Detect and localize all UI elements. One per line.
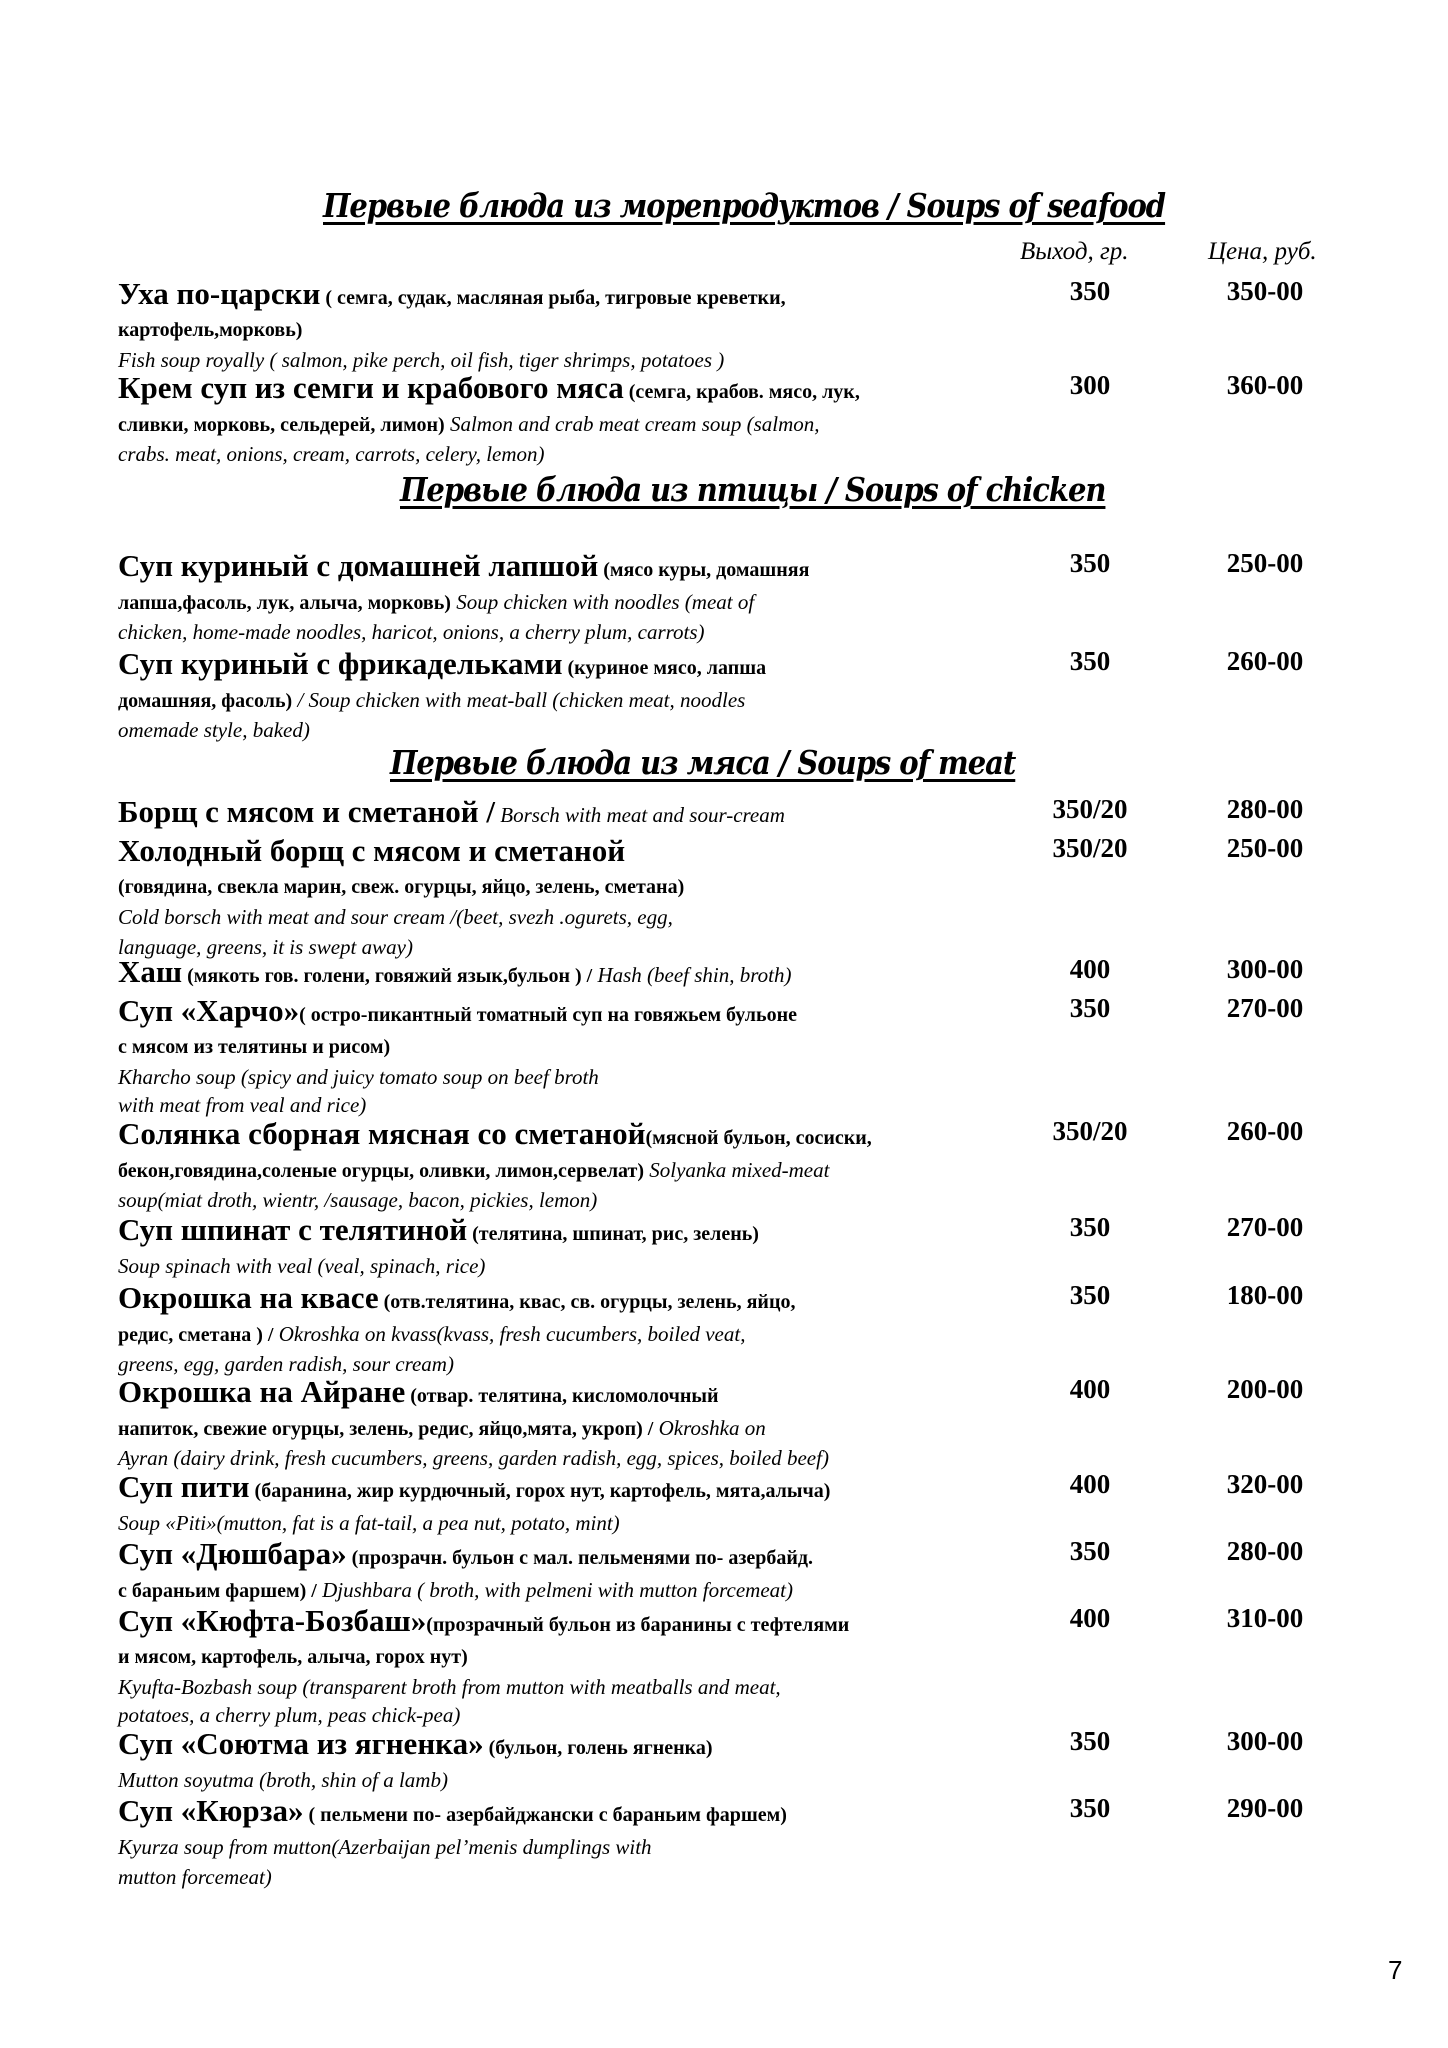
description-en: Okroshka on kvass(kvass, fresh cucumbers, boiled veat,: [273, 1322, 746, 1346]
menu-item-line: [118, 410, 820, 438]
price: 250-00: [1226, 548, 1304, 578]
portion-weight: 350: [1069, 1280, 1111, 1310]
column-header-price: Цена, руб.: [1208, 238, 1317, 265]
menu-item-line: [118, 1673, 781, 1701]
ingredients-ru: (прозрачный бульон из баранины с тефтелями: [426, 1614, 850, 1636]
description-en: Cold borsch with meat and sour cream /(beet, svezh .ogurets, egg,: [118, 905, 673, 929]
dish-name: Крем суп из семги и крабового мяса: [118, 370, 624, 405]
price: 350-00: [1226, 276, 1304, 306]
menu-item-line: [118, 1156, 829, 1184]
description-en: Soup chicken with noodles (meat of: [450, 590, 755, 614]
section-heading-seafood: Первые блюда из морепродуктов / Soups of seafood: [323, 186, 1166, 225]
menu-item-line: [118, 1374, 719, 1409]
ingredients-ru: ( семга, судак, масляная рыба, тигровые креветки,: [320, 287, 786, 309]
ingredients-ru: (телятина, шпинат, рис, зелень): [467, 1223, 759, 1245]
page-number: 7: [1388, 1955, 1403, 1985]
menu-item-line: [118, 316, 302, 344]
description-en: Salmon and crab meat cream soup (salmon,: [444, 412, 820, 436]
price: 260-00: [1226, 646, 1304, 676]
description-en: Soup spinach with veal (veal, spinach, rice): [118, 1254, 486, 1278]
dish-name: Суп шпинат с телятиной: [118, 1212, 468, 1247]
menu-item-line: [118, 1469, 831, 1504]
description-en: soup(miat droth, wientr, /sausage, bacon, pickies, lemon): [118, 1188, 598, 1212]
menu-item-line: [118, 794, 785, 829]
description-en: chicken, home-made noodles, haricot, onions, a cherry plum, carrots): [118, 620, 705, 644]
dish-name: Суп «Соютма из ягненка»: [118, 1726, 484, 1761]
portion-weight: 350/20: [1052, 833, 1128, 863]
price: 270-00: [1226, 1212, 1304, 1242]
description-en: / Soup chicken with meat-ball (chicken meat, noodles: [292, 688, 746, 712]
portion-weight: 300: [1069, 370, 1111, 400]
menu-item-line: [118, 1726, 713, 1761]
ingredients-ru: (семга, крабов. мясо, лук,: [623, 381, 860, 403]
dish-name: Суп куриный с домашней лапшой: [118, 548, 599, 583]
portion-weight: 400: [1069, 1374, 1111, 1404]
dish-name: Хаш: [118, 954, 183, 989]
description-en: Soup «Piti»(mutton, fat is a fat-tail, a pea nut, potato, mint): [118, 1511, 620, 1535]
menu-item-line: [118, 1063, 599, 1091]
portion-weight: 350: [1069, 548, 1111, 578]
section-heading-meat: Первые блюда из мяса / Soups of meat: [390, 743, 1016, 782]
ingredients-ru: с мясом из телятины и рисом): [118, 1036, 391, 1058]
price: 250-00: [1226, 833, 1304, 863]
description-en: with meat from veal and rice): [118, 1093, 367, 1117]
dish-name: Суп «Кюфта-Бозбаш»: [118, 1603, 427, 1638]
menu-item-line: [118, 716, 310, 744]
portion-weight: 350: [1069, 646, 1111, 676]
menu-item-line: [118, 1444, 829, 1472]
portion-weight: 400: [1069, 1603, 1111, 1633]
menu-item-line: [118, 1643, 468, 1671]
menu-item-line: [118, 1212, 759, 1247]
price: 360-00: [1226, 370, 1304, 400]
portion-weight: 350: [1069, 1212, 1111, 1242]
dish-name: Суп «Харчо»: [118, 993, 300, 1028]
menu-item-line: [118, 1603, 850, 1638]
ingredients-ru: (бульон, голень ягненка): [483, 1737, 713, 1759]
menu-item-line: [118, 276, 786, 311]
portion-weight: 350: [1069, 993, 1111, 1023]
menu-item-line: [118, 1414, 766, 1442]
menu-item-line: [118, 954, 792, 989]
ingredients-ru: и мясом, картофель, алыча, горох нут): [118, 1646, 468, 1668]
dish-name: Суп «Дюшбара»: [118, 1536, 347, 1571]
dish-name: Окрошка на квасе: [118, 1280, 379, 1315]
menu-item-line: [118, 1186, 597, 1214]
menu-item-line: [118, 1536, 813, 1571]
dish-name: Суп пити: [118, 1469, 250, 1504]
menu-item-line: [118, 1252, 485, 1280]
ingredients-ru: (прозрачн. бульон с мал. пельменями по- азербайд.: [346, 1547, 813, 1569]
price: 310-00: [1226, 1603, 1304, 1633]
description-en: mutton forcemeat): [118, 1865, 272, 1889]
menu-item-line: [118, 686, 745, 714]
dish-name: Холодный борщ с мясом и сметаной: [118, 833, 626, 868]
ingredients-ru: (мясо куры, домашняя: [598, 559, 810, 581]
portion-weight: 400: [1069, 1469, 1111, 1499]
ingredients-ru: картофель,морковь): [118, 319, 303, 341]
menu-item-line: [118, 588, 754, 616]
ingredients-ru: (мясной бульон, сосиски,: [645, 1127, 872, 1149]
menu-item-line: [118, 903, 673, 931]
price: 320-00: [1226, 1469, 1304, 1499]
dish-name: Суп куриный с фрикадельками: [118, 646, 563, 681]
description-en: Fish soup royally ( salmon, pike perch, oil fish, tiger shrimps, potatoes ): [118, 348, 725, 372]
portion-weight: 350/20: [1052, 1116, 1128, 1146]
price: 260-00: [1226, 1116, 1304, 1146]
menu-item-line: [118, 370, 860, 405]
dish-name: Борщ с мясом и сметаной /: [118, 794, 496, 829]
dish-name: Окрошка на Айране: [118, 1374, 406, 1409]
ingredients-ru: с бараньим фаршем) /: [118, 1580, 317, 1602]
description-en: Kyufta-Bozbash soup (transparent broth from mutton with meatballs and meat,: [118, 1675, 781, 1699]
ingredients-ru: домашняя, фасоль): [118, 690, 293, 712]
section-heading-chicken: Первые блюда из птицы / Soups of chicken: [400, 470, 1106, 509]
description-en: Borsch with meat and sour-cream: [495, 803, 785, 827]
menu-item-line: [118, 1116, 872, 1151]
menu-item-line: [118, 873, 684, 901]
menu-item-line: [118, 1320, 745, 1348]
description-en: potatoes, a cherry plum, peas chick-pea): [118, 1703, 461, 1727]
menu-item-line: [118, 993, 797, 1028]
description-en: Ayran (dairy drink, fresh cucumbers, greens, garden radish, egg, spices, boiled beef): [118, 1446, 829, 1470]
menu-item-line: [118, 440, 545, 468]
portion-weight: 350: [1069, 1726, 1111, 1756]
ingredients-ru: (куриное мясо, лапша: [562, 657, 767, 679]
menu-item-line: [118, 1833, 652, 1861]
price: 290-00: [1226, 1793, 1304, 1823]
description-en: Djushbara ( broth, with pelmeni with mutton forcemeat): [316, 1578, 793, 1602]
menu-item-line: [118, 833, 626, 868]
menu-item-line: [118, 1033, 390, 1061]
price: 280-00: [1226, 1536, 1304, 1566]
description-en: Okroshka on: [653, 1416, 766, 1440]
description-en: omemade style, baked): [118, 718, 310, 742]
description-en: Kyurza soup from mutton(Azerbaijan pel’menis dumplings with: [118, 1835, 652, 1859]
ingredients-ru: редис, сметана ) /: [118, 1324, 274, 1346]
ingredients-ru: ( остро-пикантный томатный суп на говяжьем бульоне: [299, 1004, 797, 1026]
price: 300-00: [1226, 954, 1304, 984]
portion-weight: 350: [1069, 276, 1111, 306]
menu-item-line: [118, 1280, 796, 1315]
menu-item-line: [118, 1766, 448, 1794]
menu-item-line: [118, 1793, 787, 1828]
ingredients-ru: (говядина, свекла марин, свеж. огурцы, яйцо, зелень, сметана): [118, 876, 685, 898]
dish-name: Солянка сборная мясная со сметаной: [118, 1116, 646, 1151]
menu-item-line: [118, 1576, 793, 1604]
ingredients-ru: (баранина, жир курдючный, горох нут, картофель, мята,алыча): [249, 1480, 831, 1502]
menu-item-line: [118, 618, 705, 646]
ingredients-ru: бекон,говядина,соленые огурцы, оливки, лимон,сервелат): [118, 1160, 645, 1182]
ingredients-ru: (мякоть гов. голени, говяжий язык,бульон ) /: [182, 965, 593, 987]
price: 280-00: [1226, 794, 1304, 824]
column-header-weight: Выход, гр.: [1020, 238, 1129, 265]
menu-item-line: [118, 1701, 460, 1729]
description-en: language, greens, it is swept away): [118, 935, 413, 959]
description-en: Mutton soyutma (broth, shin of a lamb): [118, 1768, 448, 1792]
menu-item-line: [118, 646, 767, 681]
ingredients-ru: (отв.телятина, квас, св. огурцы, зелень, яйцо,: [378, 1291, 796, 1313]
dish-name: Суп «Кюрза»: [118, 1793, 304, 1828]
price: 270-00: [1226, 993, 1304, 1023]
menu-item-line: [118, 1091, 366, 1119]
description-en: Kharcho soup (spicy and juicy tomato soup on beef broth: [118, 1065, 599, 1089]
portion-weight: 350: [1069, 1793, 1111, 1823]
ingredients-ru: сливки, морковь, сельдерей, лимон): [118, 414, 445, 436]
price: 300-00: [1226, 1726, 1304, 1756]
portion-weight: 350/20: [1052, 794, 1128, 824]
portion-weight: 350: [1069, 1536, 1111, 1566]
description-en: Hash (beef shin, broth): [592, 963, 792, 987]
description-en: Solyanka mixed-meat: [644, 1158, 830, 1182]
menu-item-line: [118, 548, 810, 583]
menu-item-line: [118, 1509, 620, 1537]
portion-weight: 400: [1069, 954, 1111, 984]
ingredients-ru: напиток, свежие огурцы, зелень, редис, яйцо,мята, укроп) /: [118, 1418, 654, 1440]
description-en: crabs. meat, onions, cream, carrots, celery, lemon): [118, 442, 545, 466]
ingredients-ru: ( пельмени по- азербайджански с бараньим фаршем): [303, 1804, 787, 1826]
price: 200-00: [1226, 1374, 1304, 1404]
dish-name: Уха по-царски: [118, 276, 321, 311]
ingredients-ru: (отвар. телятина, кисломолочный: [405, 1385, 719, 1407]
ingredients-ru: лапша,фасоль, лук, алыча, морковь): [118, 592, 451, 614]
description-en: greens, egg, garden radish, sour cream): [118, 1352, 454, 1376]
menu-item-line: [118, 1863, 272, 1891]
price: 180-00: [1226, 1280, 1304, 1310]
